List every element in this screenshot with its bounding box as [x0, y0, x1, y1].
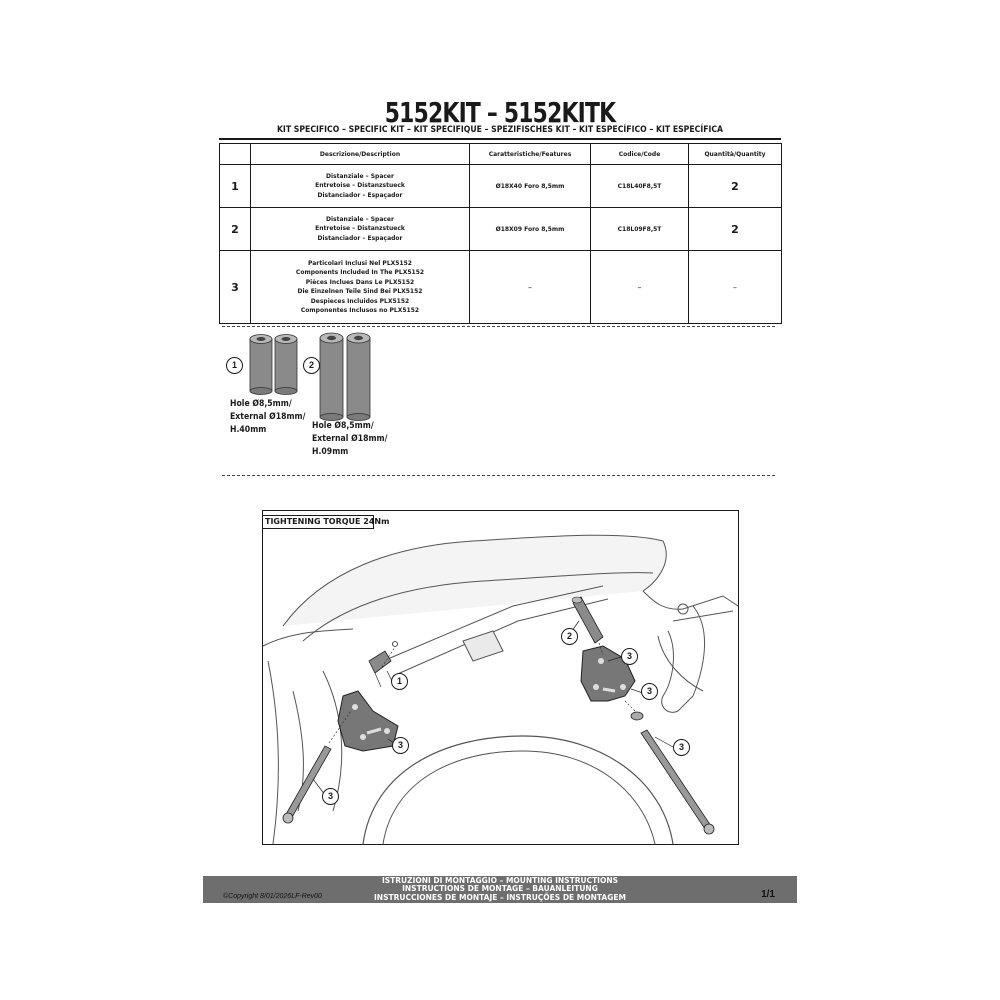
footer-band [203, 876, 797, 903]
description-line: Distanciador – Espaçador [317, 191, 403, 199]
header-cell-quantity: Quantità/Quantity [689, 144, 782, 165]
row-quantity: – [689, 251, 782, 324]
spacer-part-1 [369, 651, 391, 687]
section-divider [222, 326, 775, 327]
row-number: 1 [220, 165, 251, 208]
callout-badge: 3 [641, 683, 658, 700]
section-divider [222, 475, 775, 476]
description-line: Components Included In The PLX5152 [295, 269, 425, 276]
row-description [251, 208, 470, 251]
bracket-plate-left [338, 691, 398, 751]
title-rule [219, 138, 781, 140]
callout-badge: 3 [673, 739, 690, 756]
spacer-spec-text [312, 420, 387, 459]
header-cell-description: Descrizione/Description [251, 144, 470, 165]
bolt-left [283, 746, 331, 823]
spacer-cylinder-icon [320, 333, 343, 421]
washer-part [631, 712, 643, 720]
spacer-cylinder-icon [347, 333, 370, 421]
row-code: C18L09F8,5T [591, 208, 689, 251]
row-quantity: 2 [689, 208, 782, 251]
document-title: 5152KIT – 5152KITK [384, 96, 616, 129]
document-subtitle: KIT SPECIFICO – SPECIFIC KIT – KIT SPECIFIQUE – SPEZIFISCHES KIT – KIT ESPECÍFICO – KIT ESPECÍFICA [276, 125, 724, 135]
row-features: Ø18X09 Foro 8,5mm [470, 208, 591, 251]
spec-line: Hole Ø8,5mm/ [312, 421, 374, 431]
table-row [220, 208, 782, 251]
footer-title-line: INSTRUCTIONS DE MONTAGE – BAUANLEITUNG [402, 884, 598, 894]
description-line: Despieces Incluidos PLX5152 [310, 297, 410, 305]
description-line: Pièces Inclues Dans Le PLX5152 [305, 278, 415, 286]
header-cell-code: Codice/Code [591, 144, 689, 165]
description-line: Entretoise – Distanzstueck [315, 225, 405, 233]
page-number: 1/1 [761, 889, 775, 900]
footer-title-line: ISTRUZIONI DI MONTAGGIO – MOUNTING INSTRUCTIONS [381, 876, 619, 885]
row-quantity: 2 [689, 165, 782, 208]
description-line: Distanziale – Spacer [326, 172, 394, 180]
spec-line: External Ø18mm/ [230, 412, 306, 422]
spec-line: H.40mm [230, 425, 267, 435]
copyright-text: ©Copyright 8/01/2026LF-Rev00 [223, 893, 322, 900]
table-row [220, 251, 782, 324]
callout-badge: 3 [392, 737, 409, 754]
row-number: 3 [220, 251, 251, 324]
spacer-09mm-illustration [318, 330, 374, 422]
row-features: – [470, 251, 591, 324]
spec-line: External Ø18mm/ [312, 434, 388, 444]
description-line: Componentes Inclusos no PLX5152 [300, 307, 420, 314]
spacer-cylinder-icon [250, 335, 272, 395]
table-header-row [220, 144, 782, 165]
callout-badge: 2 [561, 628, 578, 645]
spec-line: H.09mm [312, 447, 349, 457]
callout-badge: 3 [621, 648, 638, 665]
footer-instructions-title [353, 877, 647, 902]
row-code: C18L40F8,5T [591, 165, 689, 208]
callout-badge: 1 [391, 673, 408, 690]
row-code: – [591, 251, 689, 324]
tightening-torque-label: TIGHTENING TORQUE 24Nm [262, 515, 374, 529]
header-cell-features: Caratteristiche/Features [470, 144, 591, 165]
header-cell-index [220, 144, 251, 165]
footer-title-line: INSTRUCCIONES DE MONTAJE – INSTRUÇÕES DE MONTAGEM [374, 892, 626, 902]
parts-table [219, 143, 782, 324]
callout-badge: 1 [226, 357, 243, 374]
callout-badge: 2 [303, 357, 320, 374]
row-number: 2 [220, 208, 251, 251]
description-line: Distanziale – Spacer [326, 215, 394, 223]
callout-badge: 3 [322, 788, 339, 805]
row-features: Ø18X40 Foro 8,5mm [470, 165, 591, 208]
spacer-40mm-illustration [248, 333, 302, 395]
row-description [251, 251, 470, 324]
description-line: Particolari Inclusi Nel PLX5152 [308, 259, 412, 267]
spec-line: Hole Ø8,5mm/ [230, 399, 292, 409]
spacer-spec-text [230, 398, 305, 437]
spacer-cylinder-icon [275, 335, 297, 395]
description-line: Entretoise – Distanzstueck [315, 182, 405, 190]
description-line: Distanciador – Espaçador [317, 234, 403, 242]
row-description [251, 165, 470, 208]
table-row [220, 165, 782, 208]
description-line: Die Einzelnen Teile Sind Bei PLX5152 [297, 288, 423, 295]
